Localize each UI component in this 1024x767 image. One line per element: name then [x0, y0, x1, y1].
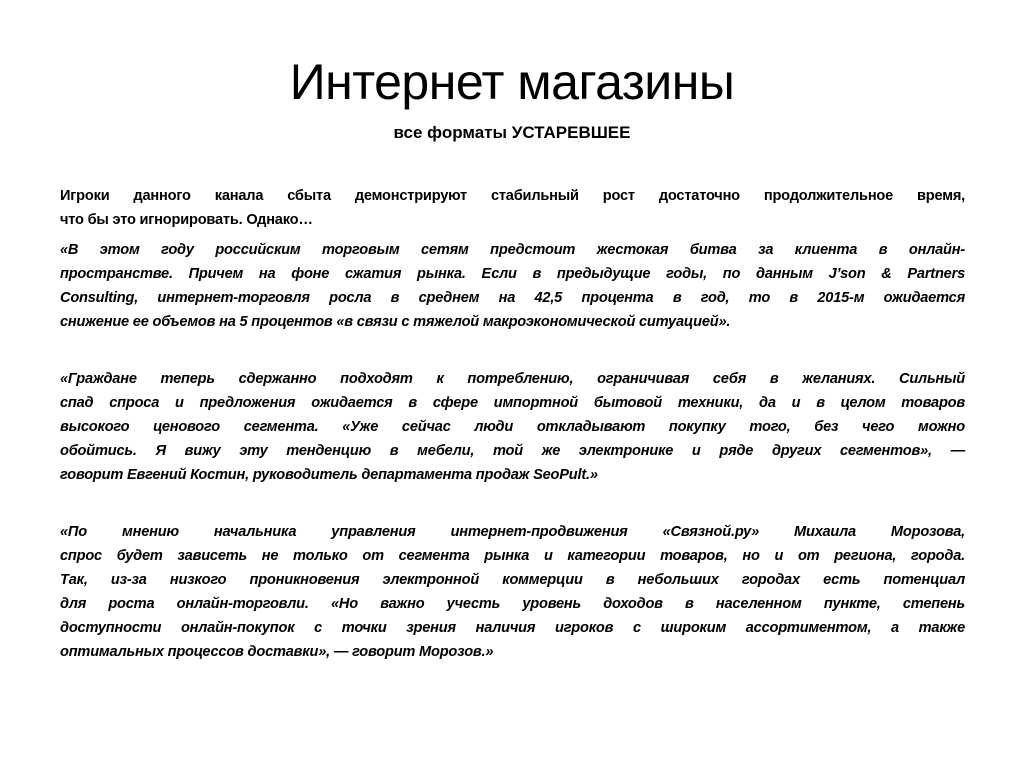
text-line: что бы это игнорировать. Однако…	[60, 212, 313, 228]
quote-paragraph-2	[60, 367, 965, 487]
slide-title: Интернет магазины	[289, 54, 735, 110]
text-line: пространстве. Причем на фоне сжатия рынка. Если в предыдущие годы, по данным J’son & Partners	[60, 266, 965, 282]
slide-subtitle: все форматы УСТАРЕВШЕЕ	[393, 123, 631, 142]
text-line: «В этом году российским торговым сетям предстоит жестокая битва за клиента в онлайн-	[60, 242, 965, 258]
text-line: говорит Евгений Костин, руководитель департамента продаж SeoPult.»	[60, 467, 598, 483]
text-line: Так, из-за низкого проникновения электронной коммерции в небольших городах есть потенциал	[60, 572, 965, 588]
text-line: доступности онлайн-покупок с точки зрения наличия игроков с широким ассортиментом, а также	[60, 620, 965, 636]
text-line: высокого ценового сегмента. «Уже сейчас люди откладывают покупку того, без чего можно	[60, 419, 965, 435]
text-line: «Граждане теперь сдержанно подходят к потреблению, ограничивая себя в желаниях. Сильный	[60, 371, 965, 387]
text-line: для роста онлайн-торговли. «Но важно учесть уровень доходов в населенном пункте, степень	[60, 596, 965, 612]
text-line: спад спроса и предложения ожидается в сфере импортной бытовой техники, да и в целом товаров	[60, 395, 965, 411]
quote-paragraph-1	[60, 238, 965, 334]
intro-paragraph	[60, 184, 965, 232]
text-line: «По мнению начальника управления интернет-продвижения «Связной.ру» Михаила Морозова,	[60, 524, 965, 540]
text-line: Consulting, интернет-торговля росла в среднем на 42,5 процента в год, то в 2015-м ожидается	[60, 290, 965, 306]
quote-paragraph-3	[60, 520, 965, 664]
text-line: Игроки данного канала сбыта демонстрируют стабильный рост достаточно продолжительное время,	[60, 188, 965, 204]
text-line: обойтись. Я вижу эту тенденцию в мебели, той же электронике и ряде других сегментов», —	[60, 443, 965, 459]
text-line: оптимальных процессов доставки», — говорит Морозов.»	[60, 644, 494, 660]
text-line: снижение ее объемов на 5 процентов «в связи с тяжелой макроэкономической ситуацией».	[60, 314, 731, 330]
text-line: спрос будет зависеть не только от сегмента рынка и категории товаров, но и от региона, города.	[60, 548, 965, 564]
